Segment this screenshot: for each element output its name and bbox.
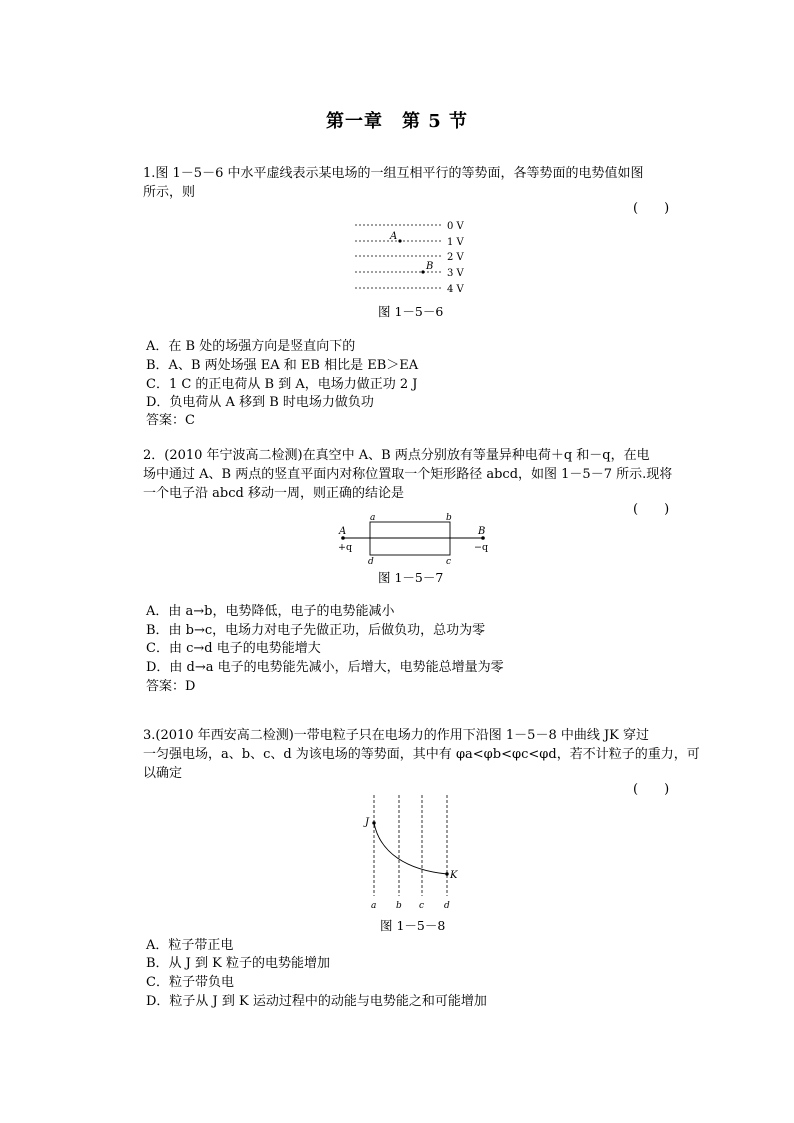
q3-option-c: C．粒子带负电 bbox=[146, 975, 234, 990]
q2-option-c: C．由 c→d 电子的电势能增大 bbox=[146, 641, 321, 656]
q2-option-b: B．由 b→c，电场力对电子先做正功，后做负功，总功为零 bbox=[146, 623, 486, 638]
point-j-dot bbox=[372, 821, 375, 824]
q3-option-d: D．粒子从 J 到 K 运动过程中的动能与电势能之和可能增加 bbox=[146, 994, 487, 1009]
level-label-0: 0 V bbox=[447, 221, 464, 232]
q2-option-d: D．由 d→a 电子的电势能先减小，后增大，电势能总增量为零 bbox=[146, 660, 504, 675]
q1-option-b: B．A、B 两处场强 EA 和 EB 相比是 EB＞EA bbox=[146, 358, 419, 373]
corner-a-label: a bbox=[370, 513, 376, 523]
q2-answer-paren: ( ) bbox=[633, 502, 670, 517]
page-title: 第一章 第 5 节 bbox=[325, 111, 469, 132]
corner-d-label: d bbox=[368, 557, 374, 567]
rectangle-path-abcd bbox=[370, 522, 450, 555]
q1-option-c: C．1 C 的正电荷从 B 到 A，电场力做正功 2 J bbox=[146, 377, 418, 392]
point-a-label: A bbox=[339, 526, 347, 537]
q3-option-a: A．粒子带正电 bbox=[146, 938, 234, 953]
point-b-label: B bbox=[478, 526, 486, 537]
line-a-label: a bbox=[371, 901, 377, 911]
q1-stem-line1: 1.图 1－5－6 中水平虚线表示某电场的一组互相平行的等势面，各等势面的电势值如图 bbox=[143, 166, 644, 181]
q2-answer: 答案：D bbox=[146, 679, 196, 694]
point-b-label: B bbox=[426, 261, 434, 272]
q3-stem-line3: 以确定 bbox=[143, 766, 183, 781]
q2-stem-line2: 场中通过 A、B 两点的竖直平面内对称位置取一个矩形路径 abcd，如图 1－5－7 所示.现将 bbox=[143, 467, 673, 482]
q2-stem-line3: 一个电子沿 abcd 移动一周，则正确的结论是 bbox=[143, 486, 404, 501]
line-b-label: b bbox=[396, 901, 402, 911]
q2-stem-line1: 2．(2010 年宁波高二检测)在真空中 A、B 两点分别放有等量异种电荷＋q 和－q，在电 bbox=[143, 448, 650, 463]
figure-1-5-6-caption: 图 1－5－6 bbox=[378, 304, 444, 319]
point-k-label: K bbox=[450, 870, 458, 881]
corner-c-label: c bbox=[446, 557, 452, 567]
point-j-label: J bbox=[365, 817, 370, 828]
plus-q-label: +q bbox=[338, 542, 353, 553]
q1-answer: 答案：C bbox=[146, 413, 195, 428]
corner-b-label: b bbox=[446, 513, 452, 523]
figure-1-5-7-caption: 图 1－5－7 bbox=[378, 570, 444, 585]
level-label-1: 1 V bbox=[447, 237, 464, 248]
minus-q-label: −q bbox=[474, 542, 489, 553]
line-c-label: c bbox=[419, 901, 425, 911]
level-label-3: 3 V bbox=[447, 268, 464, 279]
point-a-label: A bbox=[390, 231, 398, 242]
point-a-dot bbox=[398, 239, 401, 242]
q3-stem-line2: 一匀强电场，a、b、c、d 为该电场的等势面，其中有 φa<φb<φc<φd，若不计粒子的重力，可 bbox=[143, 747, 700, 762]
q1-answer-paren: ( ) bbox=[633, 201, 670, 216]
q2-option-a: A．由 a→b，电势降低，电子的电势能减小 bbox=[146, 604, 395, 619]
point-k-dot bbox=[445, 872, 448, 875]
figure-1-5-6 bbox=[350, 215, 480, 297]
trajectory-jk bbox=[374, 823, 447, 874]
q1-option-a: A．在 B 处的场强方向是竖直向下的 bbox=[146, 339, 356, 354]
level-label-2: 2 V bbox=[447, 252, 464, 263]
line-d-label: d bbox=[444, 901, 450, 911]
q1-option-d: D．负电荷从 A 移到 B 时电场力做负功 bbox=[146, 395, 374, 410]
level-label-4: 4 V bbox=[447, 284, 464, 295]
q3-option-b: B．从 J 到 K 粒子的电势能增加 bbox=[146, 956, 331, 971]
q3-stem-line1: 3.(2010 年西安高二检测)一带电粒子只在电场力的作用下沿图 1－5－8 中曲线 JK 穿过 bbox=[143, 728, 650, 743]
point-b-dot bbox=[421, 270, 424, 273]
figure-1-5-7 bbox=[335, 510, 495, 570]
q1-stem-line2: 所示，则 bbox=[143, 185, 196, 200]
figure-1-5-8-caption: 图 1－5－8 bbox=[380, 918, 446, 933]
figure-1-5-8 bbox=[362, 793, 467, 913]
q3-answer-paren: ( ) bbox=[633, 782, 670, 797]
